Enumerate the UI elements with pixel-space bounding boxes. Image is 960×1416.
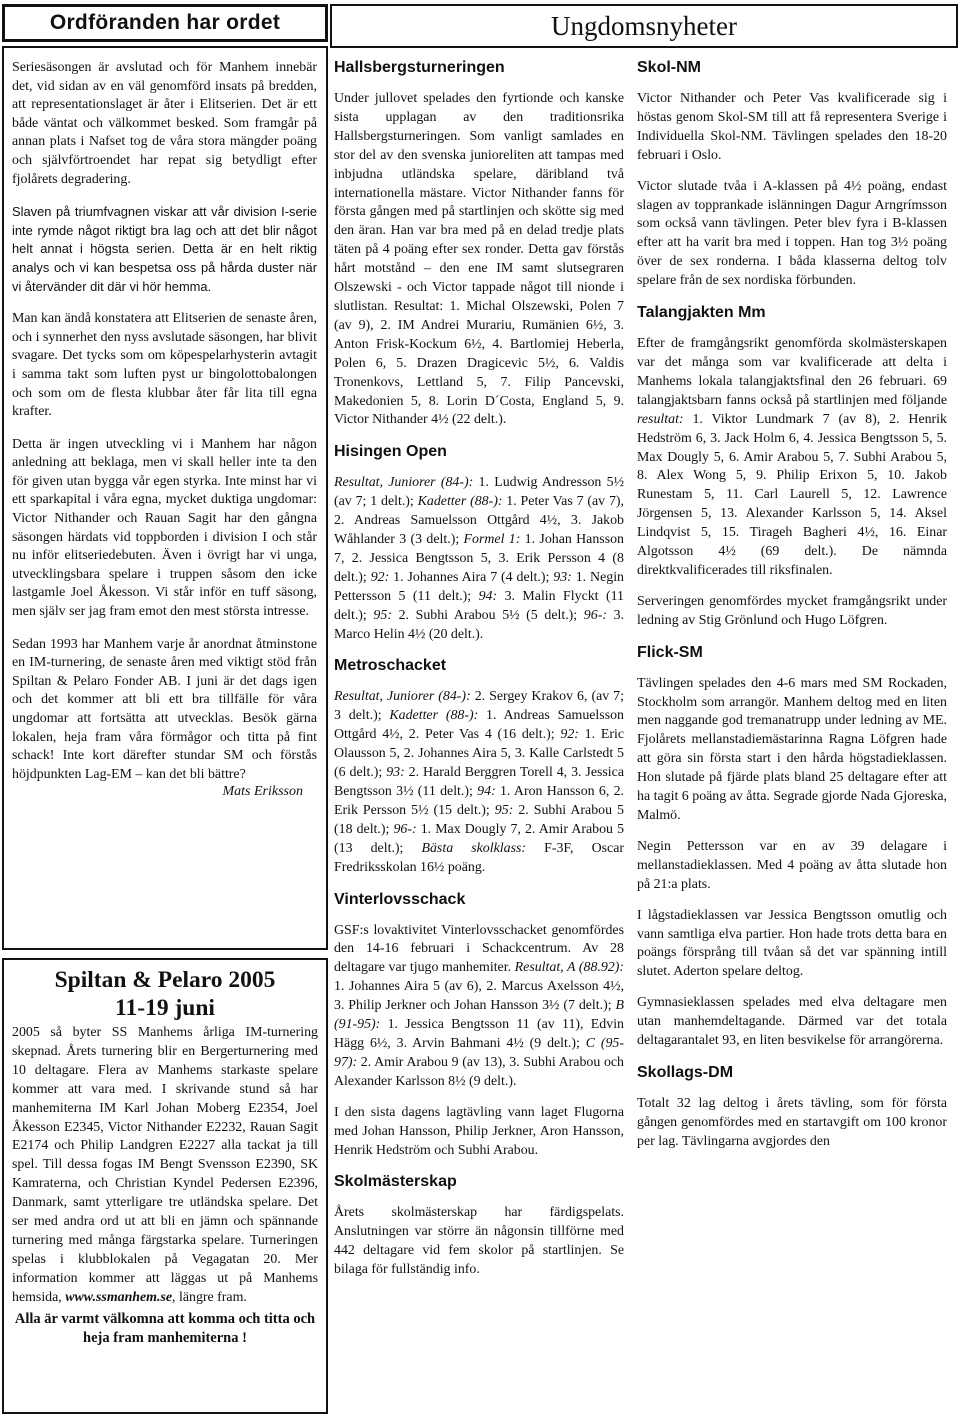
editorial-paragraph: Detta är ingen utveckling vi i Manhem har någon anledning att beklaga, men vi skall heller inte ta den för given utan bygga vår egen styrka. Inte minst har vi ett sparkapital i våra egna, mycket duktiga ungdomar: Victor Nithander och Rauan Sagit har den gångna säsongen härdats vid toppborden i division I och står nu inför elitseriedebuten. Även i övrigt har vi unga, utvecklingsbara spelare i truppen såsom den icke lastgamle Joel Åkesson. Vi står inför en tuff säsong, men själv ser jag fram emot den mest största intresse. xyxy=(12,436,317,620)
flick-section xyxy=(637,643,947,1051)
talang-section xyxy=(637,303,947,631)
section-title: Flick-SM xyxy=(637,643,703,661)
website-link[interactable]: www.ssmanhem.se xyxy=(65,1289,173,1305)
section-text: Serveringen genomfördes mycket framgångsrikt under ledning av Stig Grönlund och Hugo Löfgren. xyxy=(637,593,947,628)
editorial-paragraph: Seriesäsongen är avslutad och för Manhem innebär det, vid sidan av en väl genomförd insats på bredden, att representationslaget är åter i Elitserien. Det är ett både väntat och välkommet besked. Som framgår på annan plats i Nafset tog de våra stora mängder poäng och självförtroendet har repat sig betydligt efter fjolårets degradering. xyxy=(12,60,317,187)
spiltan-title: Spiltan & Pelaro 2005 xyxy=(54,967,276,993)
section-text: Årets skolmästerskap har färdigspelats. Anslutningen var större än någonsin tillförne med 442 deltagare vid fem skolor på startlinjen. Se bilaga för fullständig info. xyxy=(334,1205,624,1278)
hisingen-section xyxy=(334,442,624,644)
vinter-section xyxy=(334,890,624,1161)
editorial-paragraph: Sedan 1993 har Manhem varje år anordnat åtminstone en IM-turnering, de senaste åren med viktigt stöd från Spiltan & Pelaro Fonder AB. I juni är det dags igen och det kommer att bli ett bra tillfälle för våra ungdomar att fortsätta att utvecklas. Besök gärna lokalen, heja fram våra förmågor och titta på fint schack! Inte kort därefter stundar SM och förstås höjdpunkten Lag-EM – kan det bli bättre? xyxy=(12,636,317,782)
skollags-section xyxy=(637,1063,947,1152)
skolm-section xyxy=(334,1172,624,1280)
section-text: Totalt 32 lag deltog i årets tävling, som för första gången genomfördes med en startavgift om 100 kronor per lag. Tävlingarna avgjordes den xyxy=(637,1095,947,1149)
section-text: Under jullovet spelades den fyrtionde och kanske sista upplagan av den traditionsrika Hallsbergsturneringen. Som vanligt samlades en stor del av den svenska junioreliten att tampas med inbjudna utländska spelare, däribland två internationella mästare. Victor Nithander fanns för första gången med på startlinjen och skötte sig med den äran. Han var bra med på en delad tredje plats täten på 4 poäng efter sex ronder. Detta gav förstås hårt motstånd – den ene IM samt slutsegraren Olszewski - och Victor tappade något till nionde i slutlistan. Resultat: 1. Michal Olszewski, Polen 7 (av 9), 2. IM Andrei Murariu, Rumänien 6½, 3. Anton Frisk-Kockum 6½, 4. Bartlomiej Heberla, Polen 6, 5. Drazen Dragicevic 5½, 6. Valdis Tronenkovs, Lettland 5, 7. Filip Pancevski, Makedonien 5, 8. Lorin D´Costa, England 5, 9. Victor Nithander 4½ (22 delt.). xyxy=(334,91,624,428)
spiltan-body xyxy=(12,1024,318,1308)
section-text: Gymnasieklassen spelades med elva deltagare men utan manhemdeltagande. Därmed var det totala deltagarantalet 93, en liten besvikelse för arrangörerna. xyxy=(637,995,947,1049)
section-text: GSF:s lovaktivitet Vinterlovsschacket genomfördes den 14-16 februari i Schackcentrum. Av 28 deltagare var tjugo manhemiter. Resultat, A (88.92): 1. Johannes Aira 5 (av 6), 2. Marcus Axelsson 4½, 3. Philip Jerkner och Johan Hansson 3½ (7 delt.); B (91-95): 1. Jessica Bengtsson 11 (av 11), Edvin Hägg 6½, 3. Arvin Bahmani 4½ (9 delt.); C (95-97): 2. Amir Arabou 9 (av 13), 3. Subhi Arabou och Alexander Karlsson 8½ (9 delt.). xyxy=(334,922,624,1089)
skolnm-section xyxy=(637,58,947,291)
hallsberg-section xyxy=(334,58,624,430)
section-text: I lågstadieklassen var Jessica Bengtsson omutlig och vann samtliga elva partier. Hon hade trots detta bara en poängs försprång till tvåan så det var spänning intill slutet. Aderton spelare deltog. xyxy=(637,907,947,980)
editorial-signature: Mats Eriksson xyxy=(222,784,303,800)
section-text: Victor Nithander och Peter Vas kvalificerade sig i höstas genom Skol-SM till att få representera Sverige i Individuella Skol-NM. Tävlingen spelades den 18-20 februari i Oslo. xyxy=(637,91,947,163)
youth-news-column-1 xyxy=(334,58,624,1292)
chairman-column xyxy=(2,4,328,950)
spiltan-dates: 11-19 juni xyxy=(115,995,215,1021)
chairman-header: Ordföranden har ordet xyxy=(2,4,328,42)
spiltan-body-end: , längre fram. xyxy=(172,1289,247,1305)
section-text: Victor slutade tvåa i A-klassen på 4½ poäng, endast slagen av topprankade islänningen Dagur Arngrímsson som också vann tävlingen. Peter blev fyra i B-klassen efter att ha varit bra med i toppen. Han tog 3½ poäng över de sex ronderna. I båda klasserna deltog tolv spelare från de sex nordiska förbunden. xyxy=(637,178,947,289)
editorial-paragraph: Man kan ändå konstatera att Elitserien de senaste åren, och i synnerhet den nyss avslutade säsongen, har blivit svagare. Det tycks som om köpespelarhysterin avtagit i samma takt som luften pyst ur bingolottobalongen och som om de flesta klubbar åter får lita till egna krafter. xyxy=(12,311,317,420)
section-title: Hisingen Open xyxy=(334,443,447,461)
spiltan-closing: Alla är varmt välkomna att komma och titta och heja fram manhemiterna ! xyxy=(14,1310,316,1346)
metro-section xyxy=(334,656,624,877)
section-title: Skolmästerskap xyxy=(334,1173,457,1191)
section-title: Skollags-DM xyxy=(637,1063,734,1081)
spiltan-body-text: 2005 så byter SS Manhems årliga IM-turnering skepnad. Årets turnering blir en Bergerturnering med 10 deltagare. Flera av Manhems starkaste spelare kommer att vara med. I skrivande stund så har manhemiterna IM Karl Johan Moberg E2354, Joel Åkesson E2345, Victor Nithander E2232, Rauan Sagit E2174 och Philip Landgren E2227 alla tackat ja till spel. Till dessa fogas IM Bengt Svensson E2390, SK Kamraterna, och Christian Kyndel Pedersen E2396, Danmark, samt ytterligare tre utländska spelare. Det ser med andra ord ut att bli en jämn och spännande turnering med många färgstarka spelare. Turneringen spelas i klubblokalen på Vegagatan 20. Mer information kommer att läggas ut på Manhems hemsida, xyxy=(12,1025,318,1305)
section-text: Resultat, Juniorer (84-): 2. Sergey Krakov 6, (av 7; 3 delt.); Kadetter (88-): 1. Andreas Samuelsson Ottgård 4½, 2. Peter Vas 4 (16 delt.); 92: 1. Eric Olausson 5, 2. Johannes Aira 5, 3. Kalle Carlstedt 5 (6 delt.); 93: 2. Harald Berggren Torell 4, 3. Jessica Bengtsson 3½ (11 delt.); 94: 1. Aron Hansson 6, 2. Erik Persson 5½ (15 delt.); 95: 2. Subhi Arabou 5 (18 delt.); 96-: 1. Max Dougly 7, 2. Amir Arabou 5 (13 delt.); Bästa skolklass: F-3F, Oscar Fredriksskolan 16½ poäng. xyxy=(334,689,625,875)
youth-news-column-2 xyxy=(637,58,947,1164)
section-title: Vinterlovsschack xyxy=(334,890,466,908)
section-text: Negin Pettersson var en av 39 delagare i mellanstadieklassen. Med 4 poäng av åtta slutade hon på 21:a plats. xyxy=(637,838,947,892)
chairman-editorial xyxy=(2,46,328,950)
editorial-paragraph: Slaven på triumfvagnen viskar att vår division I-serie inte rymde något riktigt bra lag och att det blir något helt annat i högsta serien. Detta är en helt riktig analys och vi kan bespetsa oss på hårda duster när vi återvänder dit där vi hör hemma. xyxy=(12,204,317,294)
section-title: Metroschacket xyxy=(334,657,447,675)
section-text: I den sista dagens lagtävling vann laget Flugorna med Johan Hansson, Philip Jerkner, Aron Hansson, Henrik Hedström och Subhi Arabou. xyxy=(334,1104,624,1158)
spiltan-pelaro-box xyxy=(2,958,328,1414)
section-text: Efter de framgångsrikt genomförda skolmästerskapen var det många som var kvalificerade att delta i Manhems lokala talangjaktsfinal den 26 februari. 69 talangjaktsbarn fanns också på startlinjen med följande resultat: 1. Viktor Lundmark 7 (av 8), 2. Henrik Hedström 6, 3. Jack Holm 6, 4. Jessica Bengtsson 5, 5. Max Dougly 5, 6. Amir Arabou 5, 7. Subhi Arabou 5, 8. Alex Wong 5, 9. Philip Erixon 5, 10. Jakob Runestam 5, 11. Carl Laurell 5, 12. Lawrence Jörgensen 5, 13. Alexander Karlsson 5, 14. Aksel Lindqvist 5, 15. Tirageh Bagheri 4½, 16. Einar Algotsson 4½ (69 delt.). De nämnda direktkvalificerades till riksfinalen. xyxy=(637,336,947,578)
section-title: Hallsbergsturneringen xyxy=(334,59,505,76)
youth-news-header: Ungdomsnyheter xyxy=(330,4,958,48)
section-title: Skol-NM xyxy=(637,59,701,76)
section-text: Resultat, Juniorer (84-): 1. Ludwig Andresson 5½ (av 7; 1 delt.); Kadetter (88-): 1. Peter Vas 7 (av 7), 2. Andreas Samuelsson Ottgård 4½, 3. Jakob Wåhlander 3 (3 delt.); Formel 1: 1. Johan Hansson 7, 2. Jessica Bengtsson 5, 3. Erik Persson 4 (8 delt.); 92: 1. Johannes Aira 7 (4 delt.); 93: 1. Negin Pettersson 5 (11 delt.); 94: 3. Malin Flyckt (11 delt.); 95: 2. Subhi Arabou 5½ (5 delt.); 96-: 3. Marco Helin 4½ (20 delt.). xyxy=(334,475,625,642)
section-text: Tävlingen spelades den 4-6 mars med SM Rockaden, Stockholm som arrangör. Manhem deltog med en liten men naggande god tremanatrupp under ledning av ME. Fjolårets mellanstadiemästarinna Ragna Löfgren hade att göra sin första start i den hårda högstadieklassen. Hon slutade på fjärde plats bland 25 deltagare efter att ha tagit 6 poäng av åtta. Segrade gjorde Nada Gjoreska, Malmö. xyxy=(637,675,947,823)
section-title: Talangjakten Mm xyxy=(637,304,766,322)
